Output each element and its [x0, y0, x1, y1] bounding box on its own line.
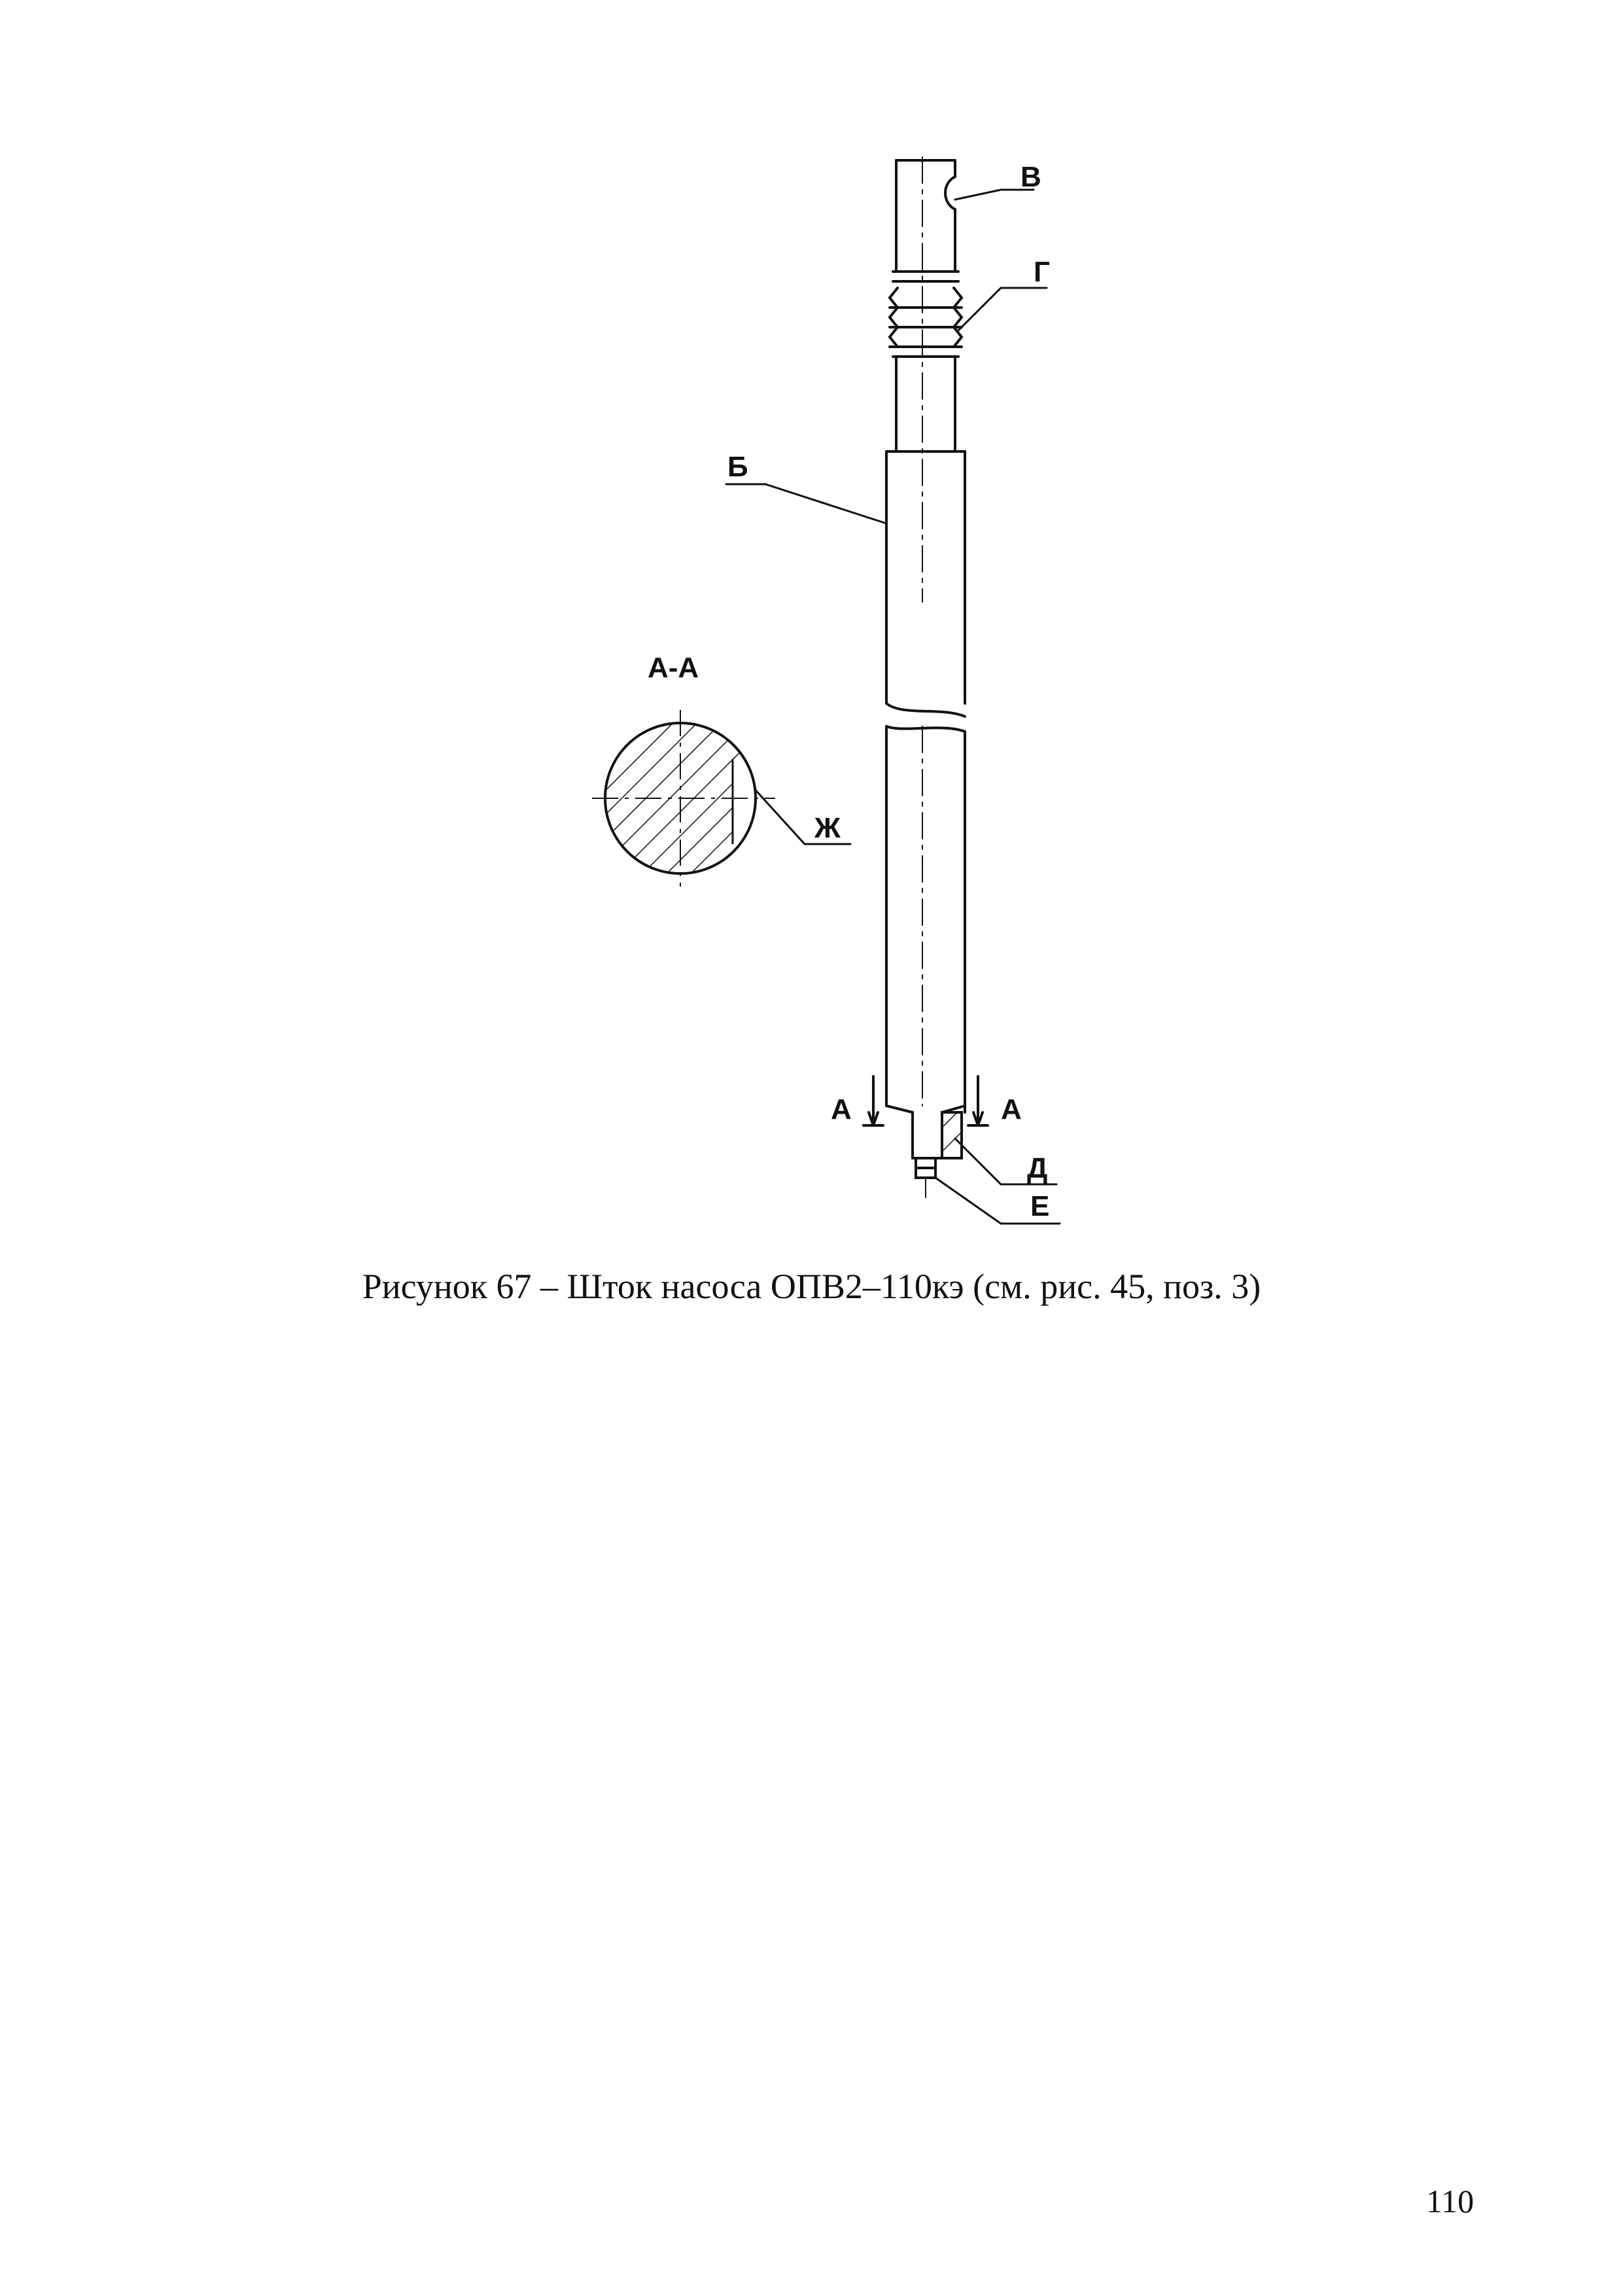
figure-caption: Рисунок 67 – Шток насоса ОПВ2–110кэ (см. рис. 45, поз. 3) — [362, 1267, 1261, 1306]
thread-section — [890, 272, 962, 357]
label-v: В — [1021, 161, 1041, 193]
leader-g — [958, 288, 1047, 330]
cross-section-aa — [592, 710, 775, 887]
rod-lower-end — [886, 1106, 965, 1197]
rod-neck — [896, 357, 955, 451]
label-g: Г — [1034, 256, 1050, 288]
leader-b — [726, 484, 886, 523]
section-title: А-А — [648, 652, 699, 684]
rod-body-lower — [886, 726, 965, 1106]
label-a-left: А — [831, 1093, 852, 1125]
label-a-right: А — [1001, 1093, 1022, 1125]
section-marks — [864, 1076, 988, 1125]
rod-head — [896, 160, 955, 272]
label-e: Е — [1030, 1190, 1050, 1222]
rod-body-upper — [886, 451, 965, 716]
label-d: Д — [1027, 1152, 1048, 1184]
page-number: 110 — [1426, 2183, 1475, 2219]
label-b: Б — [727, 451, 748, 483]
label-zh: Ж — [814, 812, 841, 844]
